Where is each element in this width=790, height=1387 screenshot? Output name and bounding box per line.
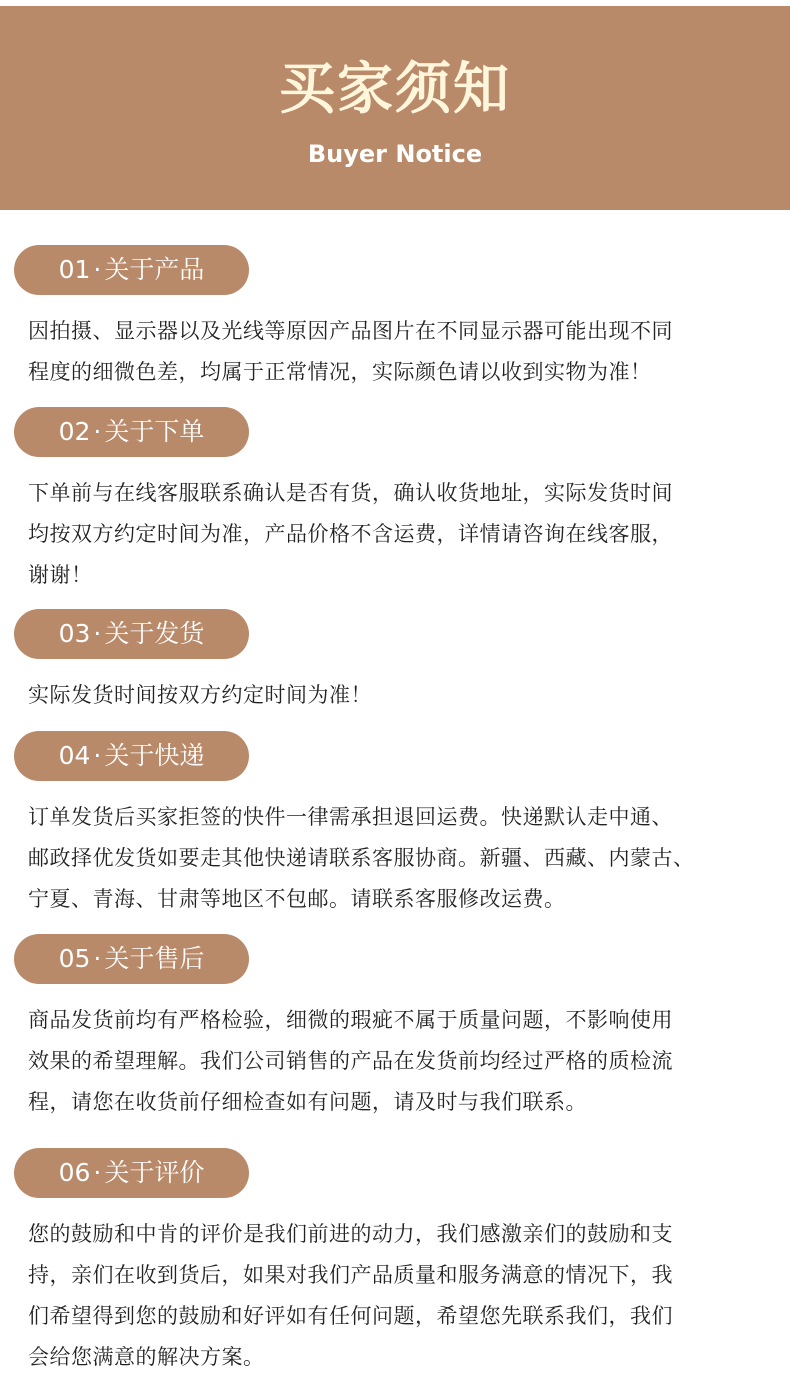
text-line: 程度的细微色差，均属于正常情况，实际颜色请以收到实物为准！ (28, 360, 652, 384)
text-line: 持，亲们在收到货后，如果对我们产品质量和服务满意的情况下，我 (28, 1263, 673, 1287)
section-number: 05 (58, 944, 91, 973)
section-title: 关于售后 (104, 944, 205, 973)
text-line: 邮政择优发货如要走其他快递请联系客服协商。新疆、西藏、内蒙古、 (28, 846, 695, 870)
section-title: 关于产品 (104, 255, 205, 284)
text-line: 宁夏、青海、甘肃等地区不包邮。请联系客服修改运费。 (28, 887, 566, 911)
text-line: 程，请您在收货前仔细检查如有问题，请及时与我们联系。 (28, 1090, 587, 1114)
section-title: 关于快递 (104, 741, 205, 770)
text-line: 会给您满意的解决方案。 (28, 1345, 265, 1369)
section-heading (14, 731, 249, 781)
section-body (28, 797, 768, 920)
section-heading (14, 407, 249, 457)
text-line: 均按双方约定时间为准，产品价格不含运费，详情请咨询在线客服， (28, 522, 673, 546)
page-subtitle: Buyer Notice (307, 140, 483, 168)
section-body (28, 1000, 768, 1123)
section-body (28, 311, 768, 393)
section-number: 01 (58, 255, 91, 284)
section-dot: · (93, 944, 102, 973)
text-line: 商品发货前均有严格检验，细微的瑕疵不属于质量问题，不影响使用 (28, 1008, 673, 1032)
section-dot: · (93, 741, 102, 770)
section-title: 关于评价 (104, 1158, 205, 1187)
section-dot: · (93, 1158, 102, 1187)
section-number: 03 (58, 619, 91, 648)
text-line: 因拍摄、显示器以及光线等原因产品图片在不同显示器可能出现不同 (28, 319, 673, 343)
text-line: 订单发货后买家拒签的快件一律需承担退回运费。快递默认走中通、 (28, 805, 673, 829)
section-number: 06 (58, 1158, 91, 1187)
text-line: 您的鼓励和中肯的评价是我们前进的动力，我们感激亲们的鼓励和支 (28, 1222, 673, 1246)
header-banner (0, 6, 790, 210)
section-body (28, 1214, 768, 1378)
section-title: 关于发货 (104, 619, 205, 648)
text-line: 实际发货时间按双方约定时间为准！ (28, 683, 372, 707)
section-dot: · (93, 417, 102, 446)
section-body (28, 675, 768, 716)
text-line: 谢谢！ (28, 563, 93, 587)
section-number: 02 (58, 417, 91, 446)
page-title: 买家须知 (279, 57, 511, 122)
text-line: 效果的希望理解。我们公司销售的产品在发货前均经过严格的质检流 (28, 1049, 673, 1073)
section-body (28, 473, 768, 596)
section-title: 关于下单 (104, 417, 205, 446)
section-heading (14, 934, 249, 984)
section-number: 04 (58, 741, 91, 770)
section-heading (14, 609, 249, 659)
section-heading (14, 245, 249, 295)
section-dot: · (93, 619, 102, 648)
text-line: 下单前与在线客服联系确认是否有货，确认收货地址，实际发货时间 (28, 481, 673, 505)
text-line: 们希望得到您的鼓励和好评如有任何问题，希望您先联系我们，我们 (28, 1304, 673, 1328)
section-heading (14, 1148, 249, 1198)
section-dot: · (93, 255, 102, 284)
